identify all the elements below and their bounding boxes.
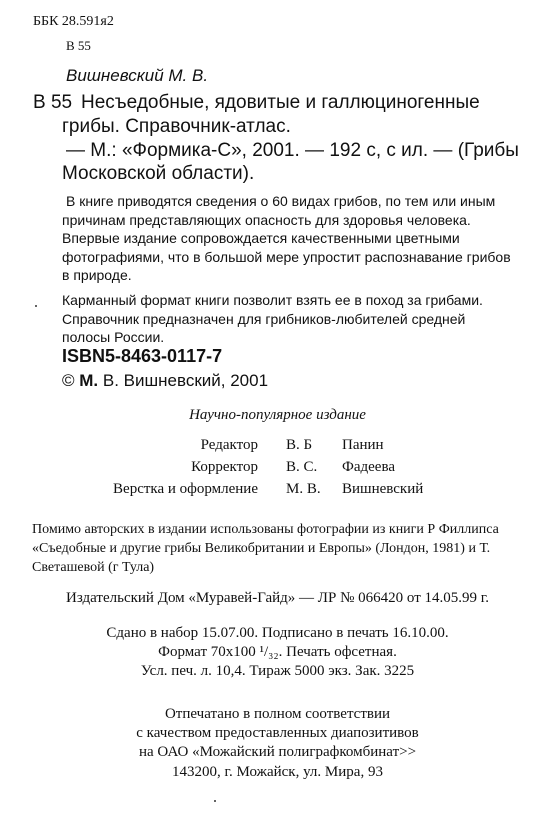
book-title-line2: грибы. Справочник-атлас.: [62, 116, 291, 137]
credit-name-layout: Вишневский: [342, 481, 424, 497]
copyright-holder: В. Вишневский, 2001: [102, 371, 269, 390]
bbk-author-code: В 55: [66, 38, 91, 53]
scan-speck: [35, 305, 37, 307]
author-code: В 55: [33, 92, 73, 113]
bbk-index: ББК 28.591я2: [33, 14, 114, 29]
isbn: ISBN5-8463-0117-7: [62, 346, 223, 366]
credit-initials-layout: М. В.: [286, 481, 321, 497]
credit-role-proofreader: Корректор: [191, 459, 258, 475]
author-name: Вишневский М. В.: [66, 66, 209, 85]
printer-line-1: Отпечатано в полном соответствии: [164, 706, 391, 722]
abstract-paragraph-2: Карманный формат книги позволит взять ее в поход за грибами. Справочник предназначен для грибников-любителей средней полосы России.: [62, 292, 483, 345]
genre-label: Научно-популярное издание: [189, 407, 366, 423]
copyright-line: [62, 371, 268, 391]
copyright-symbol: ©: [62, 371, 75, 390]
scan-speck: [214, 800, 216, 802]
abstract-paragraph-1: В книге приводятся сведения о 60 видах грибов, по тем или иным причинам представляющих опасность для здоровья человека. Впервые издание сопровождается качественными цветными фотографиями, что в большой мере упростит распознавание грибов в природе.: [62, 193, 511, 283]
credit-role-layout: Верстка и оформление: [113, 481, 258, 497]
printer-line-2: с качеством предоставленных диапозитивов: [136, 725, 419, 741]
print-dates: Сдано в набор 15.07.00. Подписано в печать 16.10.00.: [106, 625, 449, 641]
copyright-initial: М.: [79, 371, 99, 390]
print-volume: Усл. печ. л. 10,4. Тираж 5000 экз. Зак. 3225: [140, 663, 415, 679]
print-format: Формат 70x100 ¹/₃₂. Печать офсетная.: [158, 644, 397, 660]
credit-name-proofreader: Фадеева: [342, 459, 395, 475]
credit-role-editor: Редактор: [200, 437, 258, 453]
book-title-line1: Несъедобные, ядовитые и галлюциногенные: [81, 92, 480, 113]
publication-info-line1: — М.: «Формика-С», 2001. — 192 с, с ил. — (Грибы: [66, 140, 519, 161]
photo-credit-note: Помимо авторских в издании использованы фотографии из книги Р Филлипса «Съедобные и другие грибы Великобритании и Европы» (Лондон, 1981) и Т. Светашевой (г Тула): [32, 522, 499, 575]
credit-initials-proofreader: В. С.: [286, 459, 318, 475]
publisher-line: Издательский Дом «Муравей-Гайд» — ЛР № 066420 от 14.05.99 г.: [66, 590, 489, 606]
credit-name-editor: Панин: [342, 437, 384, 453]
publication-info-line2: Московской области).: [62, 163, 255, 184]
credit-initials-editor: В. Б: [286, 437, 313, 453]
printer-address: 143200, г. Можайск, ул. Мира, 93: [172, 764, 383, 780]
printer-line-3: на ОАО «Можайский полиграфкомбинат>>: [138, 744, 417, 760]
